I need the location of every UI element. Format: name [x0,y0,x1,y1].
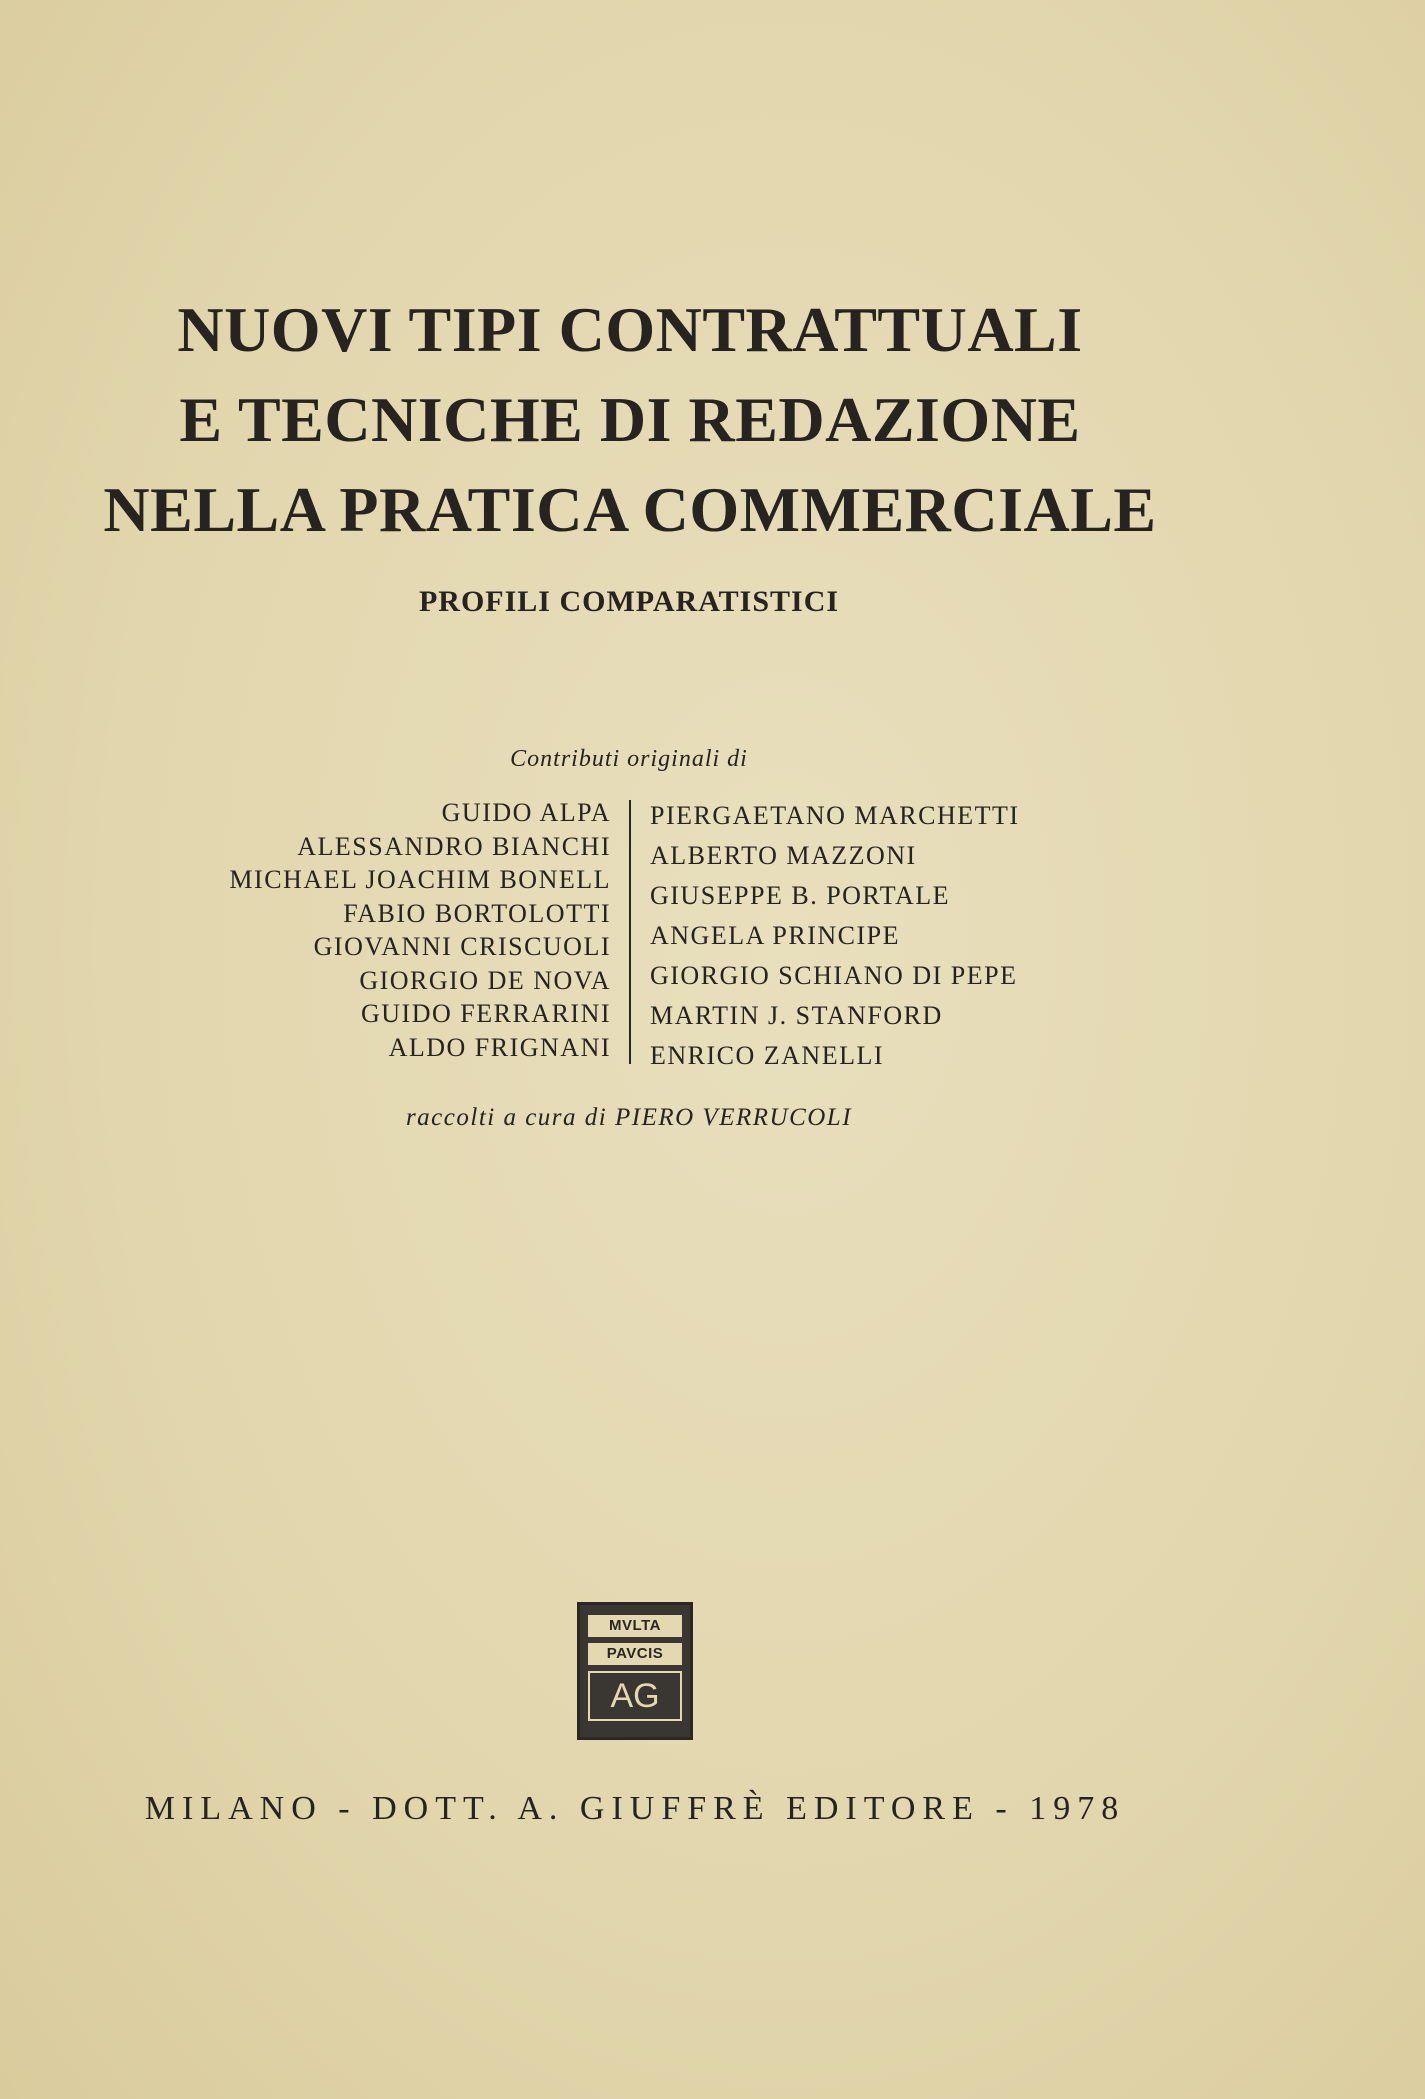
editor-line: raccolti a cura di PIERO VERRUCOLI [405,1104,853,1131]
contributor-name: GUIDO FERRARINI [361,999,611,1028]
subtitle: PROFILI COMPARATISTICI [418,585,840,618]
logo-band-top: MVLTA [588,1615,682,1637]
contributors-intro: Contributi originali di [510,746,748,772]
publisher-imprint: MILANO - DOTT. A. GIUFFRÈ EDITORE - 1978 [144,1790,1126,1827]
publisher-logo-icon [577,1602,693,1740]
title-line-3: NELLA PRATICA COMMERCIALE [103,474,1157,545]
title-line-1: NUOVI TIPI CONTRATTUALI [177,294,1083,365]
contributor-name: PIERGAETANO MARCHETTI [650,801,1020,830]
contributors-left-column [229,796,611,1064]
contributor-name: GIORGIO DE NOVA [359,965,611,995]
logo-band-middle: PAVCIS [588,1643,682,1665]
contributor-name: GUIDO ALPA [441,798,611,827]
contributor-name: MARTIN J. STANFORD [650,1001,943,1030]
logo-monogram: AG [588,1671,682,1721]
contributors-right-column [650,796,1020,1076]
contributor-name: GIUSEPPE B. PORTALE [650,881,951,910]
contributor-name: ALBERTO MAZZONI [650,841,917,870]
contributor-name: ALDO FRIGNANI [388,1032,611,1062]
column-divider [629,800,631,1064]
title-line-2: E TECNICHE DI REDAZIONE [179,384,1081,455]
contributor-name: ANGELA PRINCIPE [650,921,901,950]
contributor-name: FABIO BORTOLOTTI [343,898,611,928]
contributor-name: ENRICO ZANELLI [650,1041,885,1070]
contributor-name: GIORGIO SCHIANO DI PEPE [650,961,1018,990]
contributor-name: ALESSANDRO BIANCHI [297,831,611,861]
contributor-name: GIOVANNI CRISCUOLI [313,932,611,961]
contributors-list [0,796,1425,1070]
contributor-name: MICHAEL JOACHIM BONELL [229,865,611,894]
book-title [80,285,1180,555]
